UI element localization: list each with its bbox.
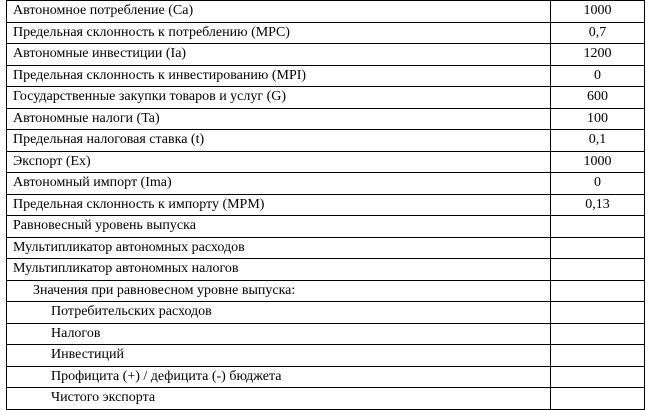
row-value: 600 xyxy=(551,87,645,109)
row-value: 1000 xyxy=(551,1,645,23)
row-label: Предельная склонность к потреблению (MPC) xyxy=(7,22,551,44)
row-label: Профицита (+) / дефицита (-) бюджета xyxy=(7,366,551,388)
row-value: 0 xyxy=(551,173,645,195)
table-row xyxy=(7,366,645,388)
economic-parameters-table xyxy=(6,0,645,410)
table-row xyxy=(7,108,645,130)
row-value: 1000 xyxy=(551,151,645,173)
section-value xyxy=(551,280,645,302)
table-row xyxy=(7,65,645,87)
row-label: Автономные налоги (Ta) xyxy=(7,108,551,130)
row-value xyxy=(551,323,645,345)
row-label: Мультипликатор автономных налогов xyxy=(7,259,551,281)
row-value: 0 xyxy=(551,65,645,87)
table-row xyxy=(7,237,645,259)
row-value: 0,1 xyxy=(551,130,645,152)
row-label: Предельная склонность к инвестированию (MPI) xyxy=(7,65,551,87)
table-row xyxy=(7,388,645,410)
row-label: Автономный импорт (Ima) xyxy=(7,173,551,195)
row-label: Потребительских расходов xyxy=(7,302,551,324)
row-value xyxy=(551,302,645,324)
row-value xyxy=(551,345,645,367)
row-value: 100 xyxy=(551,108,645,130)
row-value xyxy=(551,216,645,238)
table-row xyxy=(7,1,645,23)
table-row xyxy=(7,216,645,238)
row-label: Инвестиций xyxy=(7,345,551,367)
section-header-row xyxy=(7,280,645,302)
table-row xyxy=(7,259,645,281)
table-row xyxy=(7,22,645,44)
row-label: Экспорт (Ex) xyxy=(7,151,551,173)
table-row xyxy=(7,302,645,324)
row-label: Государственные закупки товаров и услуг (G) xyxy=(7,87,551,109)
row-label: Мультипликатор автономных расходов xyxy=(7,237,551,259)
table-row xyxy=(7,345,645,367)
table-row xyxy=(7,130,645,152)
row-label: Предельная налоговая ставка (t) xyxy=(7,130,551,152)
row-value: 0,13 xyxy=(551,194,645,216)
row-value xyxy=(551,366,645,388)
row-value xyxy=(551,259,645,281)
row-label: Налогов xyxy=(7,323,551,345)
section-title: Значения при равновесном уровне выпуска: xyxy=(7,280,551,302)
row-value: 0,7 xyxy=(551,22,645,44)
row-value xyxy=(551,388,645,410)
row-value: 1200 xyxy=(551,44,645,66)
row-label: Автономные инвестиции (Ia) xyxy=(7,44,551,66)
table-row xyxy=(7,194,645,216)
row-label: Предельная склонность к импорту (MPM) xyxy=(7,194,551,216)
table-row xyxy=(7,87,645,109)
row-label: Чистого экспорта xyxy=(7,388,551,410)
table-row xyxy=(7,151,645,173)
table-row xyxy=(7,173,645,195)
row-label: Равновесный уровень выпуска xyxy=(7,216,551,238)
table-row xyxy=(7,44,645,66)
row-value xyxy=(551,237,645,259)
row-label: Автономное потребление (Ca) xyxy=(7,1,551,23)
table-row xyxy=(7,323,645,345)
